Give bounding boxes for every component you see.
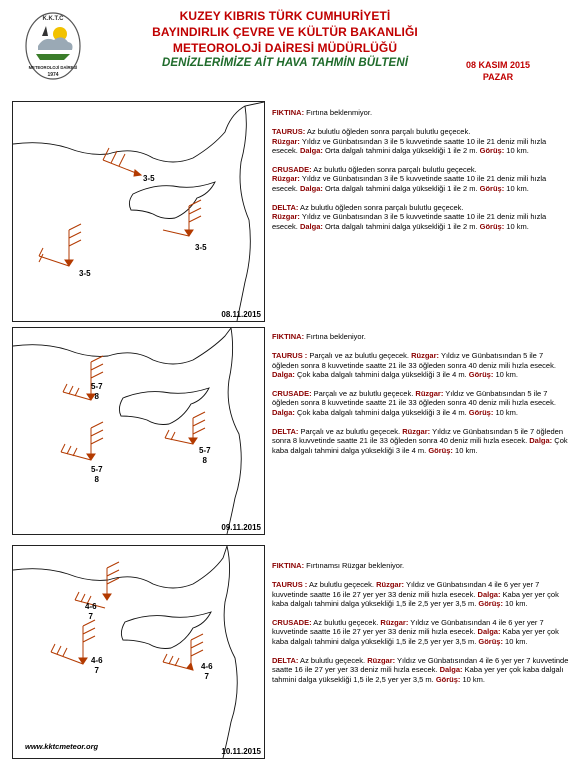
area-delta: DELTA: Az bulutlu öğleden sonra parçalı bulutlu geçecek. Rüzgar: Yıldız ve Günbatısından 3 ile 5 kuvvetinde saatte 10 ile 21 deniz mili hızla esecek. Dalga: Orta dalgalı tahmini dalga yüksekliği 1 ile 2 m. Görüş: 10 km. (272, 203, 547, 231)
wave-label-taurus: 5-7 8 (91, 382, 103, 401)
area-crusade: CRUSADE: Parçalı ve az bulutlu geçecek. Rüzgar: Yıldız ve Günbatısından 5 ile 7 öğleden sonra 8 kuvvetinde saatte 21 ile 33 öğleden sonra 40 deniz mili hızla esecek. Dalga: Çok kaba dalgalı tahmini dalga yüksekliği 3 ile 4 m. Görüş: 10 km. (272, 389, 556, 417)
wave-label-delta: 5-7 8 (91, 465, 103, 484)
wave-label-delta: 4-6 7 (91, 656, 103, 675)
map-drawing (13, 102, 264, 321)
map-date: 08.11.2015 (221, 310, 261, 319)
wind-arrow-crusade (163, 200, 201, 236)
header-title-3: METEOROLOJİ DAİRESİ MÜDÜRLÜĞÜ (172, 41, 398, 55)
website-url[interactable]: www.kktcmeteor.org (25, 742, 99, 751)
bulletin-date: 08 KASIM 2015 (465, 60, 531, 70)
map-date: 09.11.2015 (221, 523, 261, 532)
fiktina-line: FIKTINA: Fırtınamsı Rüzgar bekleniyor. (272, 561, 405, 570)
wave-label-crusade: 4-6 7 (201, 662, 213, 681)
forecast-text-day2 (272, 332, 570, 465)
svg-text:METEOROLOJİ DAİRESİ: METEOROLOJİ DAİRESİ (28, 65, 78, 70)
area-crusade: CRUSADE: Az bulutlu öğleden sonra parçalı bulutlu geçecek. Rüzgar: Yıldız ve Günbatısından 3 ile 5 kuvvetinde saatte 10 ile 21 deniz mili hızla esecek. Dalga: Orta dalgalı tahmini dalga yüksekliği 1 ile 2 m. Görüş: 10 km. (272, 165, 547, 193)
wave-label-delta: 3-5 (79, 269, 91, 278)
forecast-text-day1 (272, 108, 570, 241)
area-delta: DELTA: Parçalı ve az bulutlu geçecek. Rüzgar: Yıldız ve Günbatısından 5 ile 7 öğleden sonra 8 kuvvetinde saatte 21 ile 33 öğleden sonra 40 deniz mili hızla esecek. Dalga: Çok kaba dalgalı tahmini dalga yüksekliği 3 ile 4 m. Görüş: 10 km. (272, 427, 568, 455)
header-title-1: KUZEY KIBRIS TÜRK CUMHURİYETİ (179, 9, 391, 23)
svg-text:1974: 1974 (47, 72, 59, 78)
map-date: 10.11.2015 (221, 747, 261, 756)
fiktina-line: FIKTINA: Fırtına bekleniyor. (272, 332, 366, 341)
svg-text:K.K.T.C: K.K.T.C (42, 16, 64, 22)
header (0, 0, 576, 95)
forecast-map-day3 (12, 545, 265, 759)
header-title-2: BAYINDIRLIK ÇEVRE VE KÜLTÜR BAKANLIĞI (152, 25, 418, 39)
wave-label-crusade: 5-7 8 (199, 446, 211, 465)
area-taurus: TAURUS: Az bulutlu öğleden sonra parçalı bulutlu geçecek. Rüzgar: Yıldız ve Günbatısından 3 ile 5 kuvvetinde saatte 10 ile 21 deniz mili hızla esecek. Dalga: Orta dalgalı tahmini dalga yüksekliği 1 ile 2 m. Görüş: 10 km. (272, 127, 547, 155)
bulletin-day: PAZAR (482, 72, 514, 82)
wind-arrow-delta (61, 422, 103, 460)
wave-label-taurus: 3-5 (143, 174, 155, 183)
meteorology-logo (22, 6, 84, 84)
wave-label-crusade: 3-5 (195, 243, 207, 252)
wind-arrow-crusade (163, 634, 203, 670)
map-drawing (13, 546, 264, 758)
wind-arrow-delta (51, 620, 95, 664)
area-crusade: CRUSADE: Az bulutlu geçecek. Rüzgar: Yıldız ve Günbatısından 4 ile 6 yer yer 7 kuvvetinde saatte 16 ile 27 yer yer 33 deniz mili hızla esecek. Dalga: Kaba yer yer çok kaba dalgalı tahmini dalga yüksekliği 1,5 ile 2,5 yer yer 3,5 m. Görüş: 10 km. (272, 618, 559, 646)
bulletin-title: DENİZLERİMİZE AİT HAVA TAHMİN BÜLTENİ (161, 57, 409, 69)
forecast-map-day2 (12, 327, 265, 535)
area-delta: DELTA: Az bulutlu geçecek. Rüzgar: Yıldız ve Günbatısından 4 ile 6 yer yer 7 kuvvetinde saatte 16 ile 27 yer yer 33 deniz mili hızla esecek. Dalga: Kaba yer yer çok kaba dalgalı tahmini dalga yüksekliği 1,5 ile 2,5 yer yer 3,5 m. Görüş: 10 km. (272, 656, 569, 684)
forecast-map-day1 (12, 101, 265, 322)
wind-arrow-taurus (75, 562, 119, 608)
area-taurus: TAURUS : Parçalı ve az bulutlu geçecek. Rüzgar: Yıldız ve Günbatısından 5 ile 7 öğleden sonra 8 kuvvetinde saatte 21 ile 33 öğleden sonra 40 deniz mili hızla esecek. Dalga: Çok kaba dalgalı tahmini dalga yüksekliği 3 ile 4 m. Görüş: 10 km. (272, 351, 556, 379)
wind-arrow-crusade (165, 412, 205, 444)
area-taurus: TAURUS : Az bulutlu geçecek. Rüzgar: Yıldız ve Günbatısından 4 ile 6 yer yer 7 kuvvetinde saatte 16 ile 27 yer yer 33 deniz mili hızla esecek. Dalga: Kaba yer yer çok kaba dalgalı tahmini dalga yüksekliği 1,5 ile 2,5 yer yer 3,5 m. Görüş: 10 km. (272, 580, 559, 608)
wind-arrow-delta (39, 224, 81, 266)
map-drawing (13, 328, 264, 534)
wave-label-taurus: 4-6 7 (85, 602, 97, 621)
wind-arrow-taurus (103, 148, 141, 176)
forecast-text-day3 (272, 561, 570, 694)
fiktina-line: FIKTINA: Fırtına beklenmiyor. (272, 108, 373, 117)
